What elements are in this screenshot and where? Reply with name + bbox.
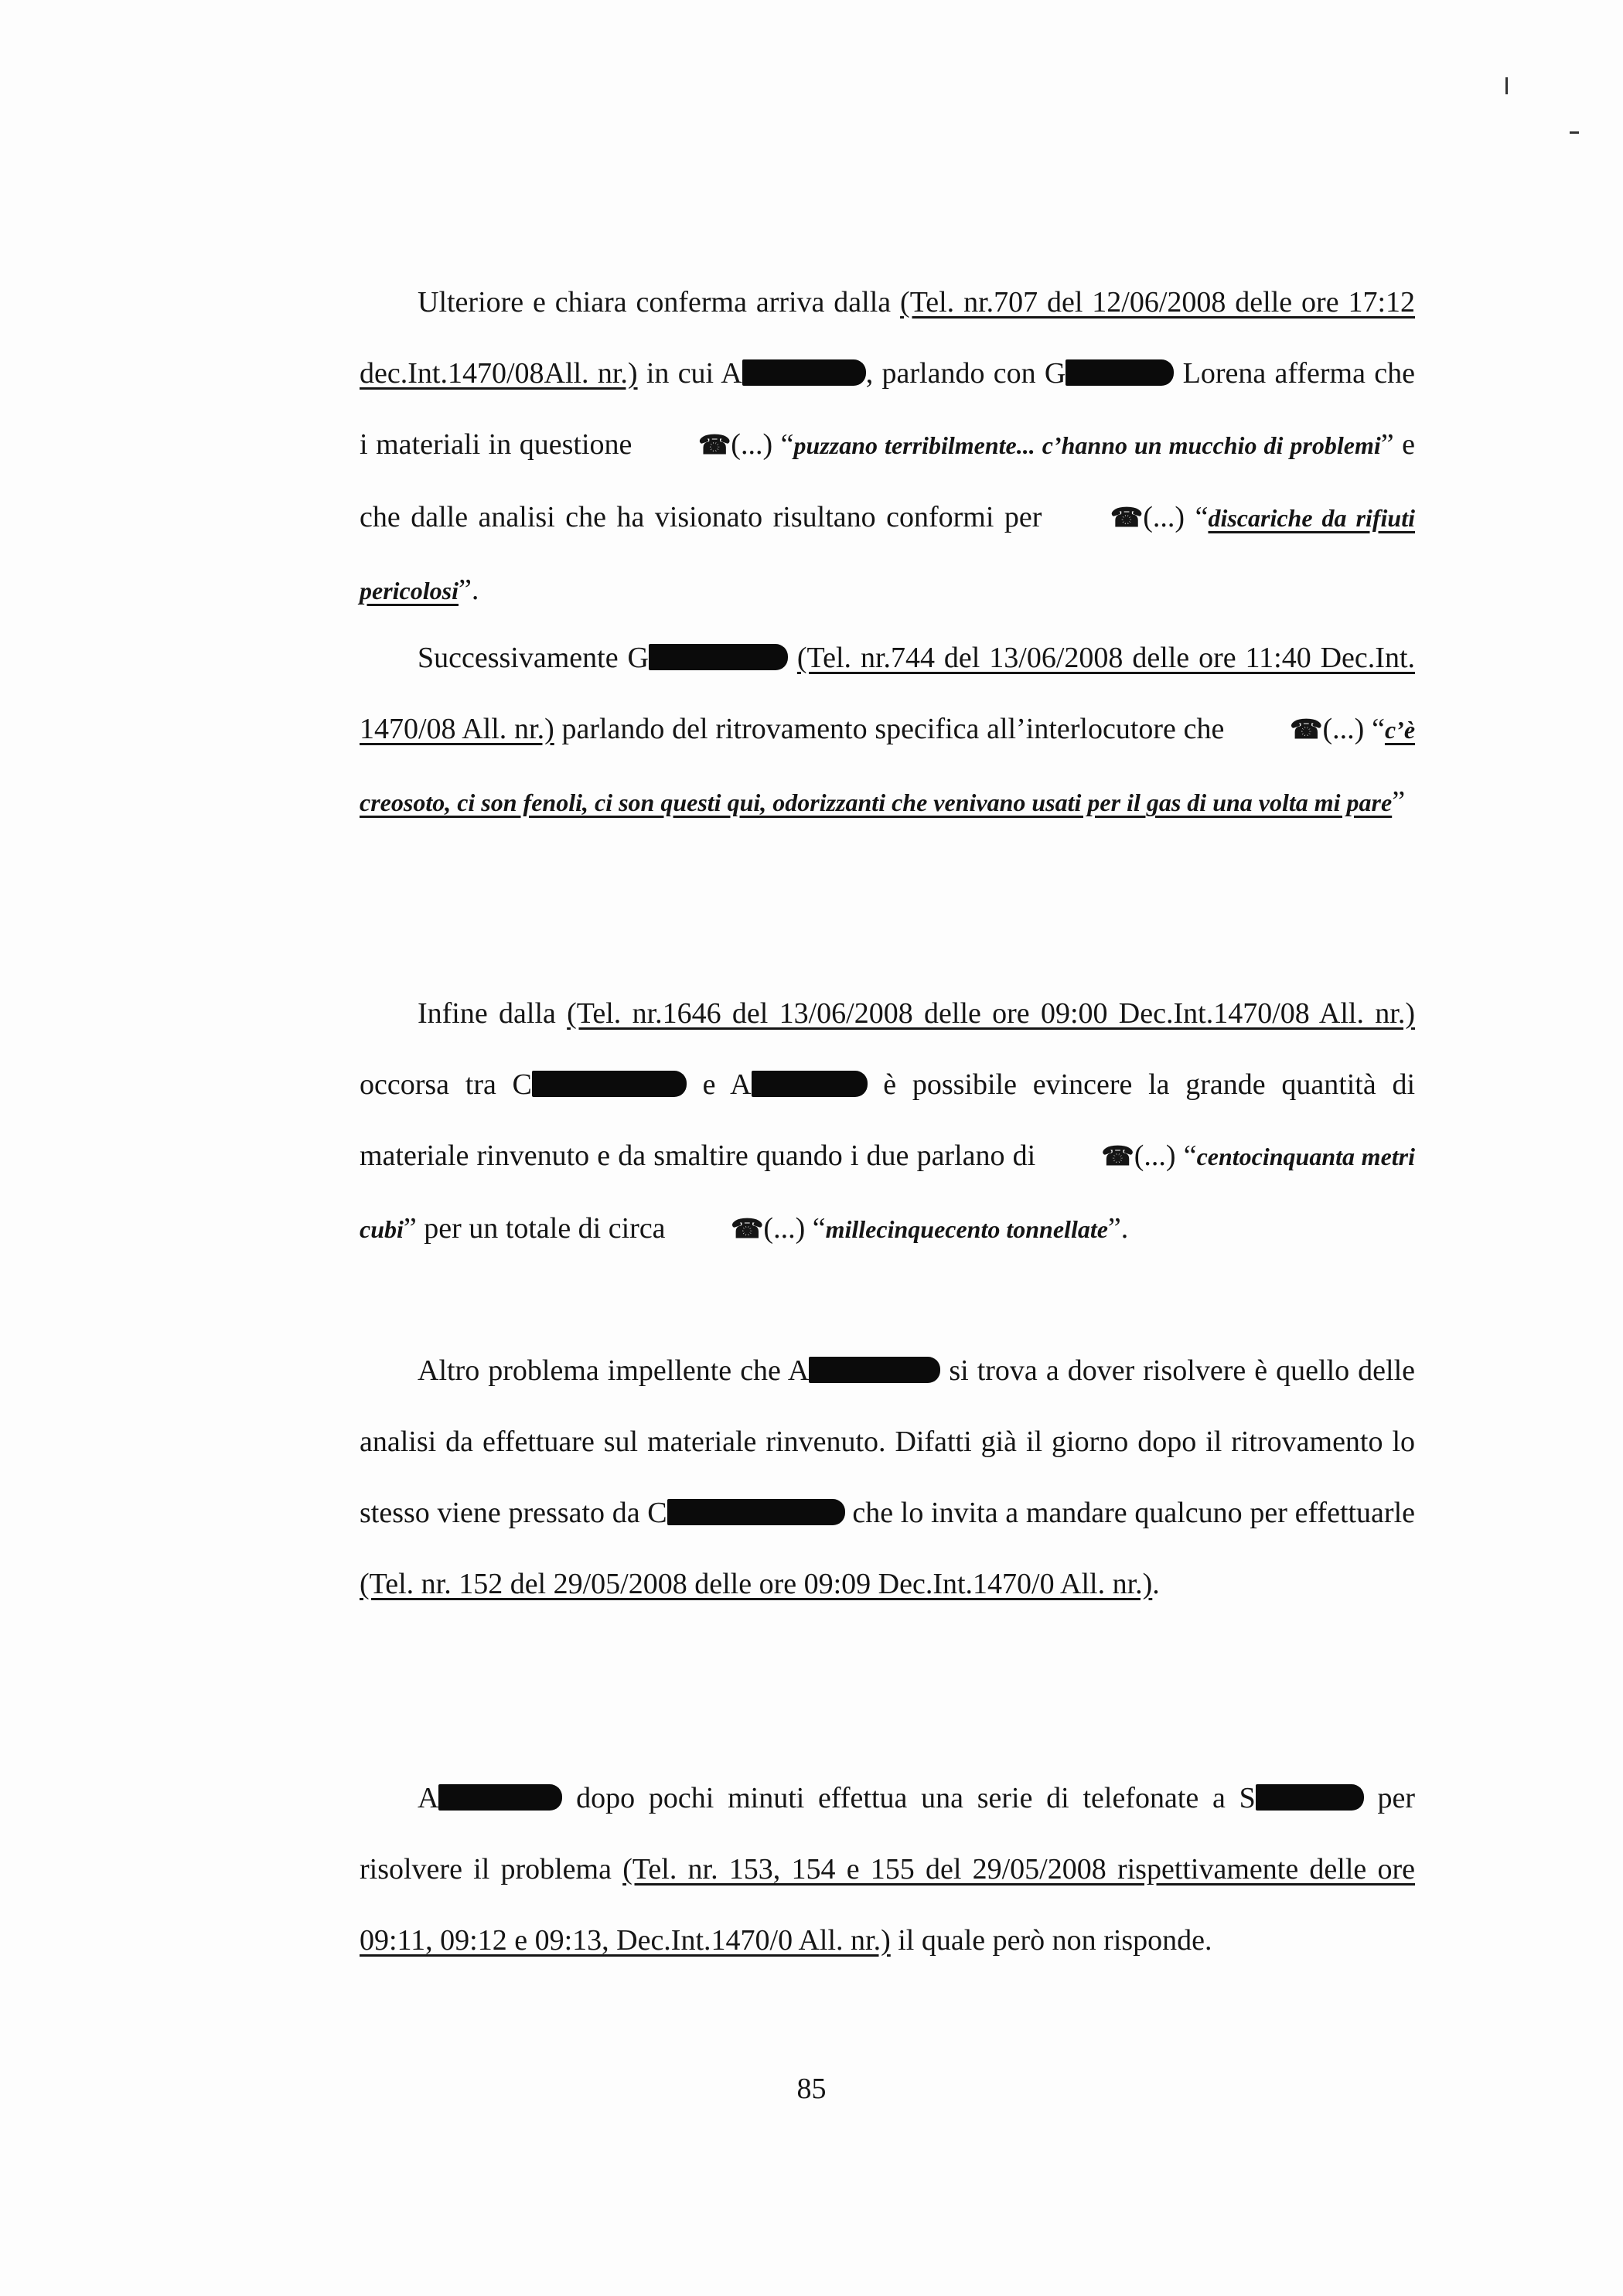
telephone-reference: (Tel. nr. 153, 154 e 155 del 29/05/2008 rispettivamente delle ore 09:11, 09:12 e 09:13, Dec.Int.1470/0 All. nr.) xyxy=(360,1853,1415,1957)
redaction xyxy=(752,1071,868,1097)
text: si trova a dover risolvere è quello delle analisi da effettuare sul materiale rinvenuto. Difatti già il giorno dopo il ritrovamento lo stesso viene pressato da C xyxy=(360,1354,1416,1529)
telephone-reference: (Tel. nr.744 del 13/06/2008 delle ore 11:40 Dec.Int. 1470/08 All. nr.) xyxy=(360,642,1416,745)
text: ”. xyxy=(458,574,479,606)
page-number: 85 xyxy=(796,2073,827,2105)
redaction xyxy=(1066,359,1174,386)
text: Lorena afferma che i materiali in questione xyxy=(360,357,1415,461)
redaction xyxy=(809,1357,940,1383)
text: ”. xyxy=(1107,1212,1129,1245)
quote: puzzano terribilmente... c’hanno un mucchio di problemi xyxy=(793,431,1381,459)
scan-mark xyxy=(1505,77,1508,94)
redaction xyxy=(1256,1784,1364,1811)
text: Altro problema impellente che A xyxy=(418,1354,810,1387)
redaction xyxy=(532,1071,687,1097)
text: (...) “ xyxy=(1143,501,1209,533)
paragraph-1 xyxy=(360,267,1415,626)
text: Successivamente G xyxy=(418,642,649,674)
paragraph-3 xyxy=(360,978,1415,1266)
telephone-icon: ☎ xyxy=(697,431,731,460)
text: parlando del ritrovamento specifica all’interlocutore che xyxy=(554,713,1233,745)
quote: centocinquanta metri cubi xyxy=(360,1143,1416,1243)
text: dopo pochi minuti effettua una serie di telefonate a S xyxy=(562,1782,1256,1814)
text: (...) “ xyxy=(1322,713,1385,745)
text: ” xyxy=(1392,785,1406,818)
text: (...) “ xyxy=(731,428,794,461)
text: per risolvere il problema xyxy=(360,1782,1415,1886)
text: ” per un totale di circa xyxy=(403,1212,673,1245)
text: . xyxy=(1152,1568,1160,1600)
text: e A xyxy=(686,1068,752,1101)
text: (...) “ xyxy=(1134,1139,1197,1172)
telephone-icon: ☎ xyxy=(1290,716,1323,744)
text: Infine dalla xyxy=(418,997,568,1030)
telephone-reference: (Tel. nr.1646 del 13/06/2008 delle ore 09:00 Dec.Int.1470/08 All. nr.) xyxy=(567,997,1415,1030)
telephone-icon: ☎ xyxy=(1101,1143,1134,1171)
redaction xyxy=(438,1784,562,1811)
paragraph-2 xyxy=(360,622,1415,838)
text: occorsa tra C xyxy=(360,1068,532,1101)
paragraph-5 xyxy=(360,1763,1415,1976)
text: ” e che dalle analisi che ha visionato risultano conformi per xyxy=(360,428,1416,533)
redaction xyxy=(742,359,866,386)
telephone-reference: (Tel. nr.707 del 12/06/2008 delle ore 17:12 dec.Int.1470/08All. nr.) xyxy=(360,286,1415,390)
quote: millecinquecento tonnellate xyxy=(825,1215,1108,1243)
text: A xyxy=(418,1782,439,1814)
paragraph-4 xyxy=(360,1335,1415,1620)
telephone-icon: ☎ xyxy=(731,1215,764,1244)
text: Ulteriore e chiara conferma arriva dalla xyxy=(418,286,901,319)
telephone-icon: ☎ xyxy=(1110,504,1144,533)
text: è possibile evincere la grande quantità di materiale rinvenuto e da smaltire quando i due parlano di xyxy=(360,1068,1416,1172)
scan-mark xyxy=(1570,131,1579,134)
quote: c’è creosoto, ci son fenoli, ci son questi qui, odorizzanti che venivano usati per il gas di una volta mi pare xyxy=(360,716,1416,816)
text: (...) “ xyxy=(763,1212,826,1245)
text: in cui A xyxy=(637,357,742,390)
telephone-reference: (Tel. nr. 152 del 29/05/2008 delle ore 09:09 Dec.Int.1470/0 All. nr.) xyxy=(360,1568,1153,1600)
redaction xyxy=(649,644,788,670)
quote: discariche da rifiuti pericolosi xyxy=(360,504,1415,605)
text: , parlando con G xyxy=(865,357,1066,390)
redaction xyxy=(667,1499,845,1525)
text: che lo invita a mandare qualcuno per effettuarle xyxy=(844,1497,1416,1529)
text: il quale però non risponde. xyxy=(890,1924,1212,1957)
